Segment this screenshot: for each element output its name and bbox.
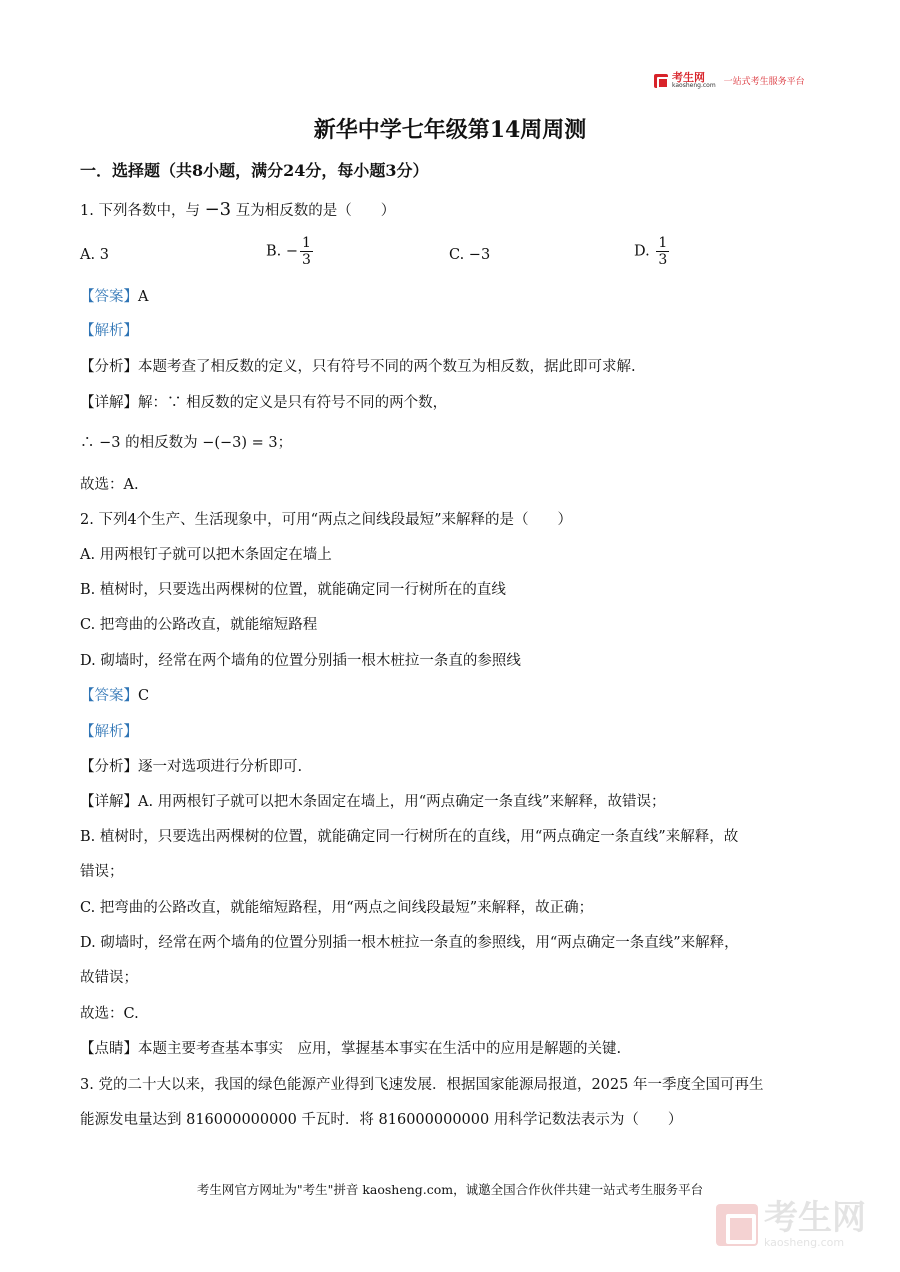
q1-option-d-numerator: 1	[658, 235, 668, 251]
q1-option-b-label: B.	[266, 243, 282, 260]
q2-analysis-tag: 【解析】	[80, 724, 138, 740]
q1-stem-a: 1. 下列各数中，与	[80, 203, 200, 219]
q1-option-d-fraction	[656, 235, 669, 268]
q1-fenxi	[80, 357, 636, 377]
q3-stem-line1: 3. 党的二十大以来，我国的绿色能源产业得到飞速发展．根据国家能源局报道，2025 年一季度全国可再生	[80, 1077, 764, 1093]
q2-detail-a-text: A. 用两根钉子就可以把木条固定在墙上，用“两点确定一条直线”来解释，故错误；	[138, 794, 666, 810]
q2-detail-tag: 【详解】	[80, 794, 138, 810]
q1-option-b-numerator: 1	[302, 235, 311, 251]
brand-domain: kaosheng.com	[672, 82, 716, 89]
q2-option-d: D. 砌墙时，经常在两个墙角的位置分别插一根木桩拉一条直的参照线	[80, 653, 521, 669]
kaosheng-watermark-icon	[716, 1204, 758, 1246]
q1-conclusion: ∴ −3 的相反数为 −(−3) = 3；	[80, 435, 293, 451]
q1-fenxi-tag: 【分析】	[80, 359, 138, 375]
q2-stem: 2. 下列4个生产、生活现象中，可用“两点之间线段最短”来解释的是（ ）	[80, 512, 572, 528]
q1-stem-number: −3	[204, 199, 232, 220]
q1-option-a: A. 3	[80, 247, 109, 263]
q1-choose: 故选：A.	[80, 477, 139, 493]
q2-detail-c: C. 把弯曲的公路改直，就能缩短路程，用“两点之间线段最短”来解释，故正确；	[80, 900, 594, 916]
q2-detail-b2: 错误；	[80, 864, 124, 880]
brand-slogan: 一站式考生服务平台	[723, 77, 805, 87]
q2-detail-d1: D. 砌墙时，经常在两个墙角的位置分别插一根木桩拉一条直的参照线，用“两点确定一条直线”来解释，	[80, 935, 739, 951]
q1-option-b	[266, 235, 313, 268]
q2-answer	[80, 686, 149, 706]
q2-option-c: C. 把弯曲的公路改直，就能缩短路程	[80, 617, 318, 633]
q1-detail-text: 解：∵ 相反数的定义是只有符号不同的两个数，	[138, 395, 448, 411]
brand-name: 考生网	[672, 71, 705, 84]
q1-detail	[80, 393, 447, 413]
q1-option-d-denominator: 3	[658, 252, 668, 268]
page-title: 新华中学七年级第14周周测	[313, 117, 587, 143]
q2-fenxi-text: 逐一对选项进行分析即可.	[138, 759, 303, 775]
q1-analysis-tag: 【解析】	[80, 323, 138, 339]
q2-option-a: A. 用两根钉子就可以把木条固定在墙上	[80, 547, 332, 563]
page-footer: 考生网官方网址为"考生"拼音 kaosheng.com，诚邀全国合作伙伴共建一站式考生服务平台	[196, 1182, 704, 1197]
q1-option-d	[634, 235, 669, 268]
q3-stem-line2: 能源发电量达到 816000000000 千瓦时．将 816000000000 用科学记数法表示为（ ）	[80, 1112, 683, 1128]
q1-option-b-sign: −	[285, 243, 299, 260]
q2-option-b: B. 植树时，只要选出两棵树的位置，就能确定同一行树所在的直线	[80, 582, 506, 598]
watermark	[716, 1200, 866, 1249]
q1-option-b-denominator: 3	[302, 252, 311, 268]
q2-dianjing-text: 本题主要考查基本事实 应用，掌握基本事实在生活中的应用是解题的关键.	[138, 1041, 622, 1057]
q2-detail-a	[80, 792, 666, 812]
q2-answer-tag: 【答案】	[80, 688, 138, 704]
q2-detail-d2: 故错误；	[80, 970, 138, 986]
brand-header	[654, 72, 805, 89]
q1-option-d-label: D.	[634, 243, 650, 260]
q1-stem-b: 互为相反数的是（ ）	[235, 203, 396, 219]
q2-dianjing-tag: 【点睛】	[80, 1041, 138, 1057]
q2-detail-b1: B. 植树时，只要选出两棵树的位置，就能确定同一行树所在的直线，用“两点确定一条直线”来解释，故	[80, 829, 739, 845]
q1-answer	[80, 287, 148, 307]
brand-text	[672, 72, 716, 89]
q2-fenxi-tag: 【分析】	[80, 759, 138, 775]
q1-detail-tag: 【详解】	[80, 395, 138, 411]
q1-answer-tag: 【答案】	[80, 289, 138, 305]
watermark-text	[764, 1200, 866, 1249]
watermark-domain: kaosheng.com	[764, 1236, 845, 1249]
q2-dianjing	[80, 1039, 621, 1059]
q1-option-b-fraction	[300, 235, 313, 268]
q1-option-c: C. −3	[449, 247, 491, 263]
watermark-name: 考生网	[764, 1198, 866, 1238]
q2-choose: 故选：C.	[80, 1006, 139, 1022]
section-heading: 一．选择题（共8小题，满分24分，每小题3分）	[80, 161, 429, 180]
q1-stem	[80, 200, 395, 221]
q2-fenxi	[80, 757, 302, 777]
q2-answer-value: C	[138, 688, 150, 704]
kaosheng-logo-icon	[654, 74, 668, 88]
q1-fenxi-text: 本题考查了相反数的定义，只有符号不同的两个数互为相反数，据此即可求解.	[138, 359, 636, 375]
q1-answer-value: A	[138, 289, 149, 305]
